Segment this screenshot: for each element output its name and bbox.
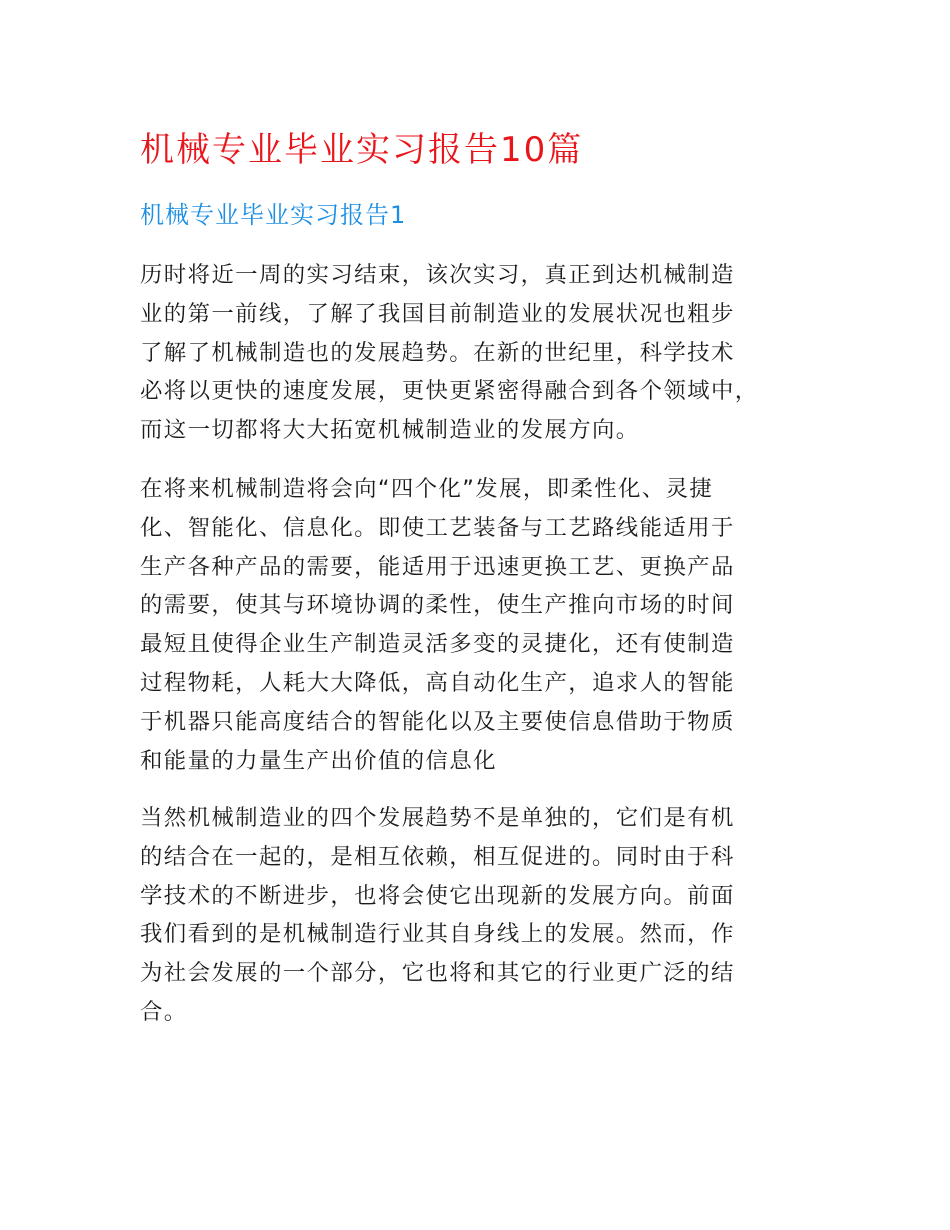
paragraph-line: 我们看到的是机械制造行业其自身线上的发展。然而，作 — [140, 921, 735, 948]
paragraph-1 — [140, 256, 810, 450]
paragraph-line: 在将来机械制造将会向“四个化”发展，即柔性化、灵捷 — [140, 476, 714, 502]
paragraph-2 — [140, 470, 810, 780]
paragraph-line: 过程物耗，人耗大大降低，高自动化生产，追求人的智能 — [140, 669, 735, 696]
paragraph-line: 了解了机械制造也的发展趋势。在新的世纪里，科学技术 — [140, 339, 735, 366]
paragraph-3 — [140, 799, 810, 1032]
paragraph-line: 当然机械制造业的四个发展趋势不是单独的，它们是有机 — [140, 805, 735, 831]
paragraph-line: 和能量的力量生产出价值的信息化 — [140, 747, 497, 774]
paragraph-line: 的需要，使其与环境协调的柔性，使生产推向市场的时间 — [140, 592, 735, 619]
paragraph-line: 的结合在一起的，是相互依赖，相互促进的。同时由于科 — [140, 843, 735, 870]
paragraph-line: 学技术的不断进步，也将会使它出现新的发展方向。前面 — [140, 882, 735, 909]
paragraph-line: 而这一切都将大大拓宽机械制造业的发展方向。 — [140, 417, 640, 444]
paragraph-line: 业的第一前线，了解了我国目前制造业的发展状况也粗步 — [140, 300, 735, 327]
paragraph-line: 历时将近一周的实习结束，该次实习，真正到达机械制造 — [140, 262, 735, 288]
paragraph-line: 生产各种产品的需要，能适用于迅速更换工艺、更换产品 — [140, 553, 735, 580]
section-title: 机械专业毕业实习报告1 — [140, 201, 407, 229]
paragraph-line: 于机器只能高度结合的智能化以及主要使信息借助于物质 — [140, 708, 735, 735]
paragraph-line: 化、智能化、信息化。即使工艺装备与工艺路线能适用于 — [140, 514, 735, 541]
paragraph-line: 合。 — [140, 998, 188, 1025]
paragraph-line: 必将以更快的速度发展，更快更紧密得融合到各个领域中， — [140, 378, 759, 405]
paragraph-line: 为社会发展的一个部分，它也将和其它的行业更广泛的结 — [140, 960, 735, 987]
paragraph-line: 最短且使得企业生产制造灵活多变的灵捷化，还有使制造 — [140, 631, 735, 658]
document-title: 机械专业毕业实习报告10篇 — [140, 130, 584, 170]
